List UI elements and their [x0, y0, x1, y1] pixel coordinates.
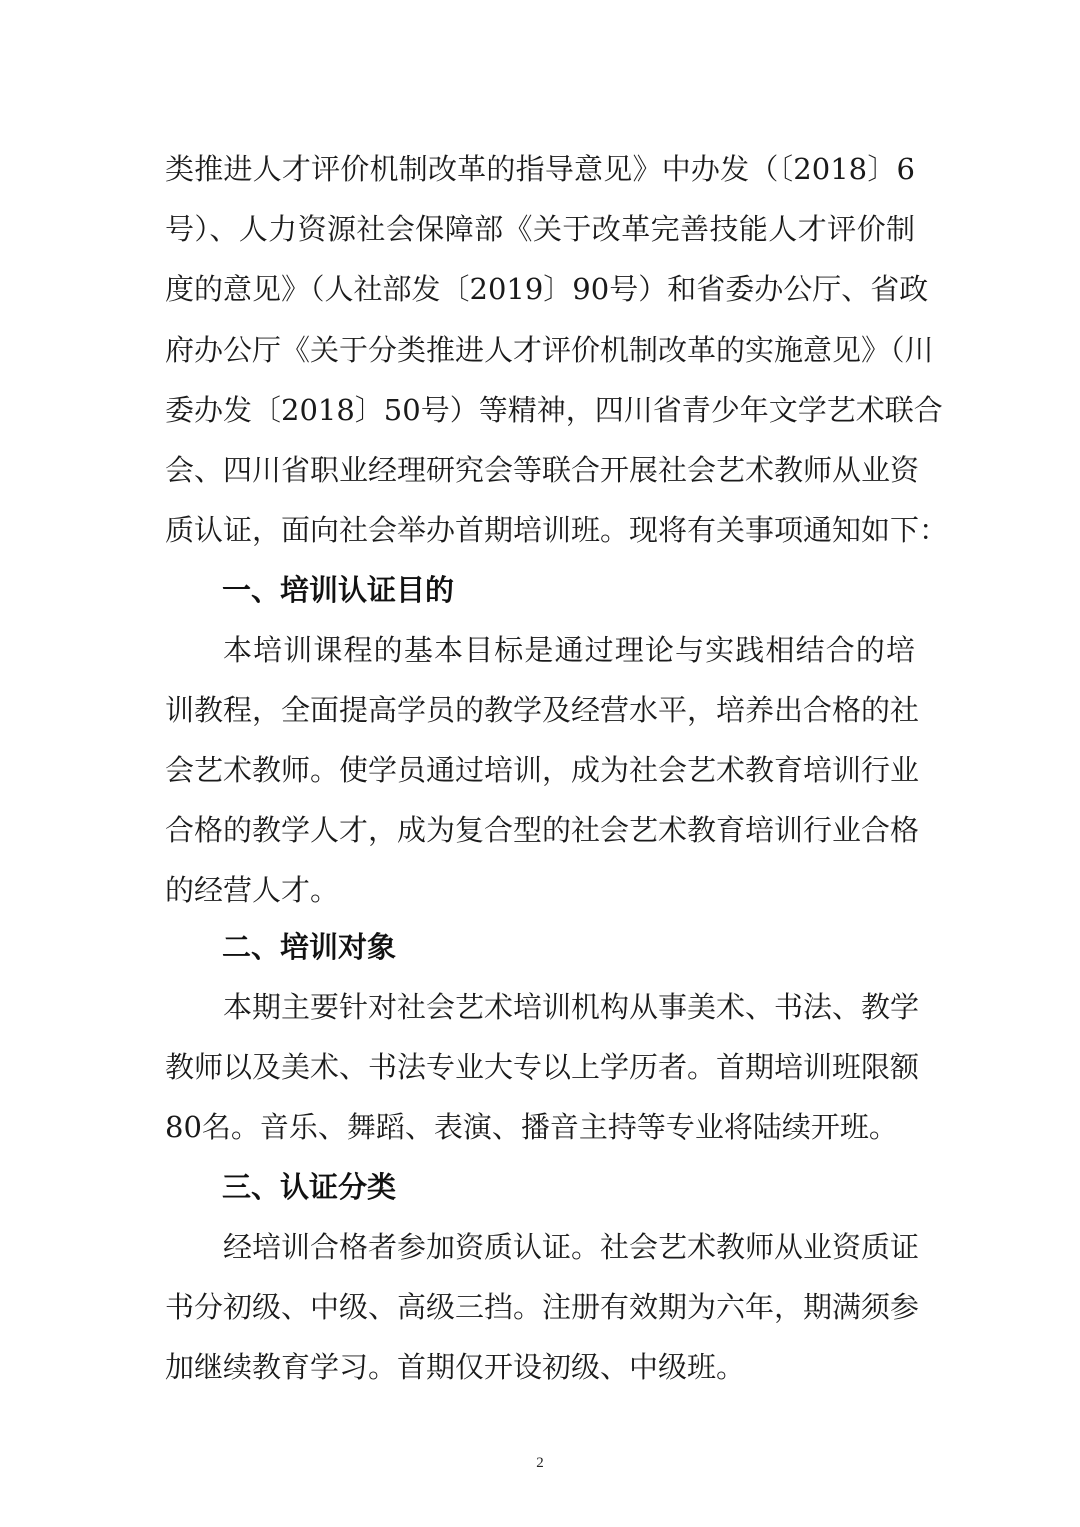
section1-line-3: 会艺术教师。使学员通过培训，成为社会艺术教育培训行业: [165, 753, 920, 787]
section2-line-1: 本期主要针对社会艺术培训机构从事美术、书法、教学: [223, 990, 920, 1024]
intro-line-2: 号）、人力资源社会保障部《关于改革完善技能人才评价制: [165, 212, 915, 246]
page-number: 2: [536, 1455, 544, 1471]
section3-line-2: 书分初级、中级、高级三挡。注册有效期为六年，期满须参: [165, 1290, 920, 1324]
section1-line-1: 本培训课程的基本目标是通过理论与实践相结合的培: [223, 633, 915, 667]
intro-line-5: 委办发〔2018〕50号）等精神，四川省青少年文学艺术联合: [165, 393, 943, 427]
intro-line-6: 会、四川省职业经理研究会等联合开展社会艺术教师从业资: [165, 453, 920, 487]
section3-line-3: 加继续教育学习。首期仅开设初级、中级班。: [165, 1350, 746, 1384]
section2-heading: 二、培训对象: [222, 930, 397, 964]
intro-line-1: 类推进人才评价机制改革的指导意见》中办发（〔2018〕6: [165, 152, 915, 186]
section2-line-3: 80名。音乐、舞蹈、表演、播音主持等专业将陆续开班。: [165, 1110, 898, 1144]
section1-line-4: 合格的教学人才，成为复合型的社会艺术教育培训行业合格: [165, 813, 920, 847]
section3-line-1: 经培训合格者参加资质认证。社会艺术教师从业资质证: [223, 1230, 920, 1264]
section1-line-2: 训教程，全面提高学员的教学及经营水平，培养出合格的社: [165, 693, 920, 727]
intro-line-3: 度的意见》（人社部发〔2019〕90号）和省委办公厅、省政: [165, 272, 929, 306]
section1-heading: 一、培训认证目的: [222, 573, 455, 607]
section1-line-5: 的经营人才。: [165, 873, 340, 907]
section2-line-2: 教师以及美术、书法专业大专以上学历者。首期培训班限额: [165, 1050, 920, 1084]
intro-line-7: 质认证，面向社会举办首期培训班。现将有关事项通知如下：: [165, 513, 949, 547]
section3-heading: 三、认证分类: [222, 1170, 397, 1204]
intro-line-4: 府办公厅《关于分类推进人才评价机制改革的实施意见》（川: [165, 333, 934, 367]
